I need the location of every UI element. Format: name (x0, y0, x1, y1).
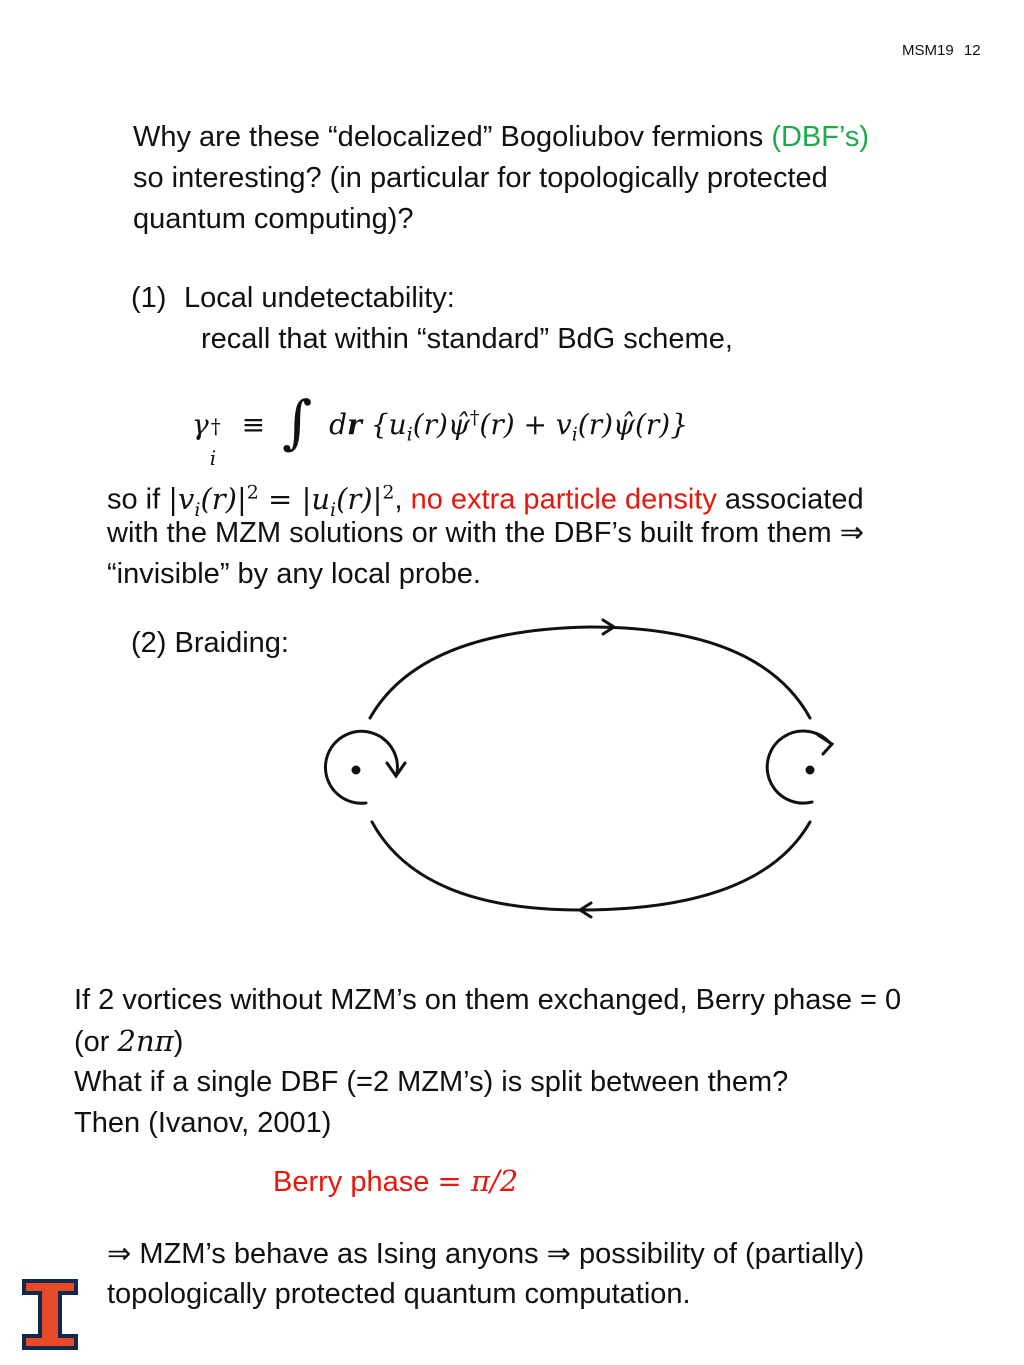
right-vortex-dot (806, 766, 815, 775)
math-comma: , (394, 483, 411, 516)
formula-body-2: (r)ψ̂ (412, 408, 470, 441)
formula-sub-i: i (209, 446, 217, 470)
conclusion-line-1: If 2 vortices without MZM’s on them exchanged, Berry phase = 0 (74, 984, 902, 1016)
final-line-1: ⇒ MZM’s behave as Ising anyons ⇒ possibility of (partially) (107, 1238, 865, 1270)
point1-line-3: “invisible” by any local probe. (107, 558, 481, 590)
conclusion-line2-math: 2nπ (117, 1024, 174, 1058)
math-u-sup: 2 (382, 481, 395, 503)
math-eq-u: = |u (258, 481, 331, 516)
point1-line1-suffix: associated (716, 483, 864, 516)
point1-label: (1) (131, 282, 167, 314)
formula-body-3: (r) + v (479, 408, 572, 441)
final-line-2: topologically protected quantum computation. (107, 1278, 691, 1310)
conclusion-line2-prefix: (or (74, 1026, 118, 1058)
formula-body-sub-2: i (571, 423, 578, 446)
point1-title: Local undetectability: (184, 282, 455, 314)
math-u-sub: i (330, 498, 337, 521)
math-v: |v (168, 481, 195, 516)
intro-line-2: so interesting? (in particular for topologically protected (133, 162, 828, 194)
conclusion-line-4: Then (Ivanov, 2001) (74, 1107, 332, 1139)
formula-equiv: ≡ (241, 408, 266, 441)
math-u-r: (r)| (336, 481, 383, 516)
dbf-highlight: (DBF’s) (771, 121, 870, 153)
particle-density-highlight: no extra particle density (410, 483, 717, 516)
lower-arc (372, 822, 810, 910)
formula-body-1: {u (370, 408, 407, 441)
point1-line1-prefix: so if (107, 483, 169, 516)
point1-line-2: with the MZM solutions or with the DBF’s built from them ⇒ (107, 517, 865, 549)
formula-gamma: γ (192, 408, 209, 441)
math-v-r: (r)| (200, 481, 247, 516)
left-vortex-dot (352, 766, 361, 775)
slide-label: MSM19 (902, 42, 954, 59)
formula-integral: ∫ (282, 388, 313, 456)
formula-body-sup: † (469, 406, 480, 429)
university-logo-icon (20, 1277, 80, 1352)
point1-subtitle: recall that within “standard” BdG scheme, (201, 323, 733, 355)
conclusion-line-2 (74, 1021, 183, 1063)
berry-phase-result (273, 1161, 518, 1203)
right-loop (767, 731, 830, 803)
formula-d: d (329, 408, 348, 441)
berry-math: = π/2 (437, 1164, 519, 1198)
formula-dagger: † (210, 414, 221, 438)
formula-r-bold: r (347, 408, 362, 441)
upper-arc (370, 627, 810, 718)
formula-body-4: (r)ψ̂(r)} (577, 408, 689, 441)
page-number: 12 (963, 42, 981, 59)
math-v-sub: i (194, 498, 201, 521)
point2-label: (2) Braiding: (131, 627, 289, 659)
berry-label: Berry phase (273, 1166, 438, 1198)
math-v-sup: 2 (246, 481, 259, 503)
intro-line-1-text: Why are these “delocalized” Bogoliubov fermions (133, 121, 772, 153)
conclusion-line2-suffix: ) (173, 1026, 184, 1058)
right-loop-arrow-icon (818, 735, 832, 754)
formula-body-sub-1: i (406, 423, 413, 446)
left-loop (325, 731, 397, 803)
conclusion-line-3: What if a single DBF (=2 MZM’s) is split between them? (74, 1066, 789, 1098)
intro-line-3: quantum computing)? (133, 203, 414, 235)
